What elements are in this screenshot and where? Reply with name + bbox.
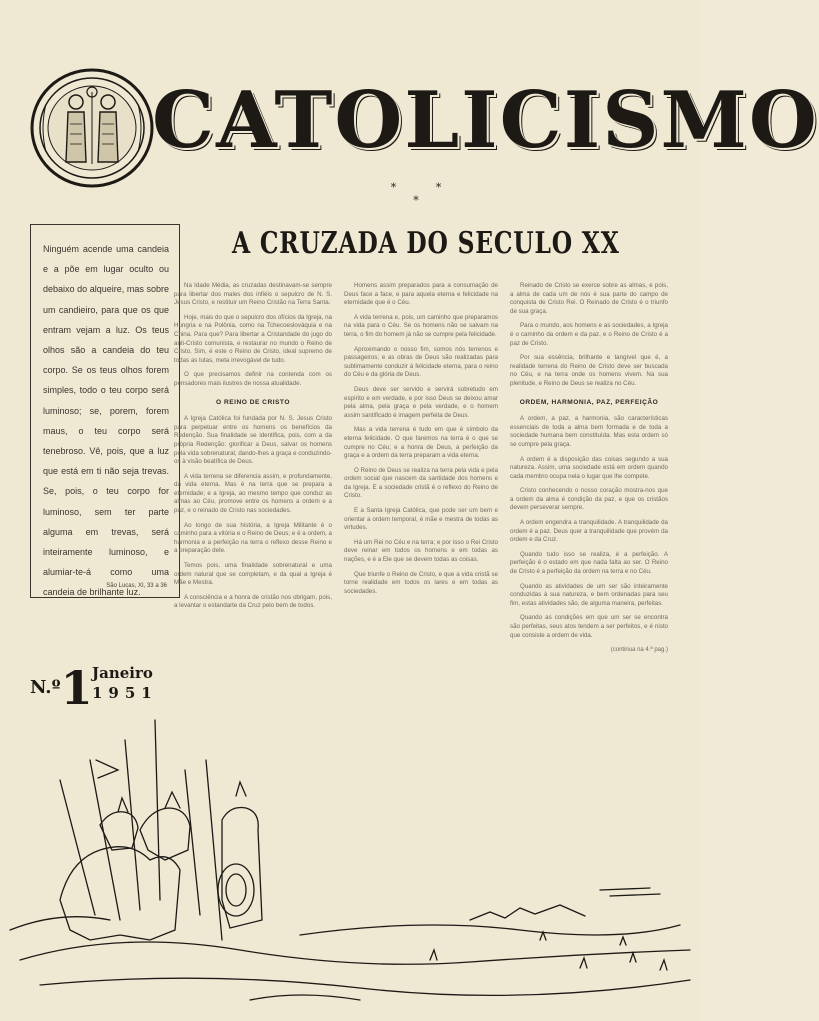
article-paragraph: O Reino de Deus se realiza na terra pela vida e pela ordem social que nascem da santidade dos homens e da Igreja. E a sociedade cristã é o reflexo do Reino de Cristo. bbox=[344, 466, 498, 500]
article-paragraph: Ao longo de sua história, a Igreja Militante é o caminho para a vitória e o Reino de Deus; e é a ordem, a harmonia e a perfeição na terra o reflexo desse Reino e a preparação dele. bbox=[174, 521, 332, 555]
article-paragraph: A vida terrena se diferencia assim, e profundamente, da vida eterna. Mas é na terra que se prepara a eternidade; e a Igreja, ao mesmo tempo que conduz as almas ao Céu, promove entre os homens a ordem e a paz, e o reinado de Cristo nas sociedades. bbox=[174, 472, 332, 515]
article-paragraph: A ordem é a disposição das coisas segundo a sua natureza. Assim, uma sociedade está em ordem quando cada membro ocupa nela o lugar que lhe compete. bbox=[510, 455, 668, 480]
issue-number-prefix: N.º bbox=[30, 677, 61, 698]
article-paragraph: Quando as atividades de um ser são inteiramente conduzidas à sua natureza, e bem ordenadas para seu fim, estas atividades são, de alguma maneira, perfeitas. bbox=[510, 582, 668, 607]
seal-emblem bbox=[26, 64, 156, 192]
continuation-note: (continua na 4.ª pag.) bbox=[610, 647, 668, 654]
issue-number-value: 1 bbox=[60, 661, 93, 715]
article-paragraph: Deus deve ser servido e servirá sobretudo em espírito e em verdade, e por isso Deus se deixou amar pela alma, pela graça e pela verdade, e o homem assim santificado é imagem perfeita de Deus. bbox=[344, 385, 498, 419]
article-paragraph: O que precisamos definir na contenda com os pensadores mais ilustres de nossa atualidade. bbox=[174, 371, 332, 387]
article-paragraph: A ordem engendra a tranquilidade. A tranquilidade da ordem é a paz. Deus quer a tranquilidade que provém da ordem e da Cruz. bbox=[510, 519, 668, 544]
main-headline: A CRUZADA DO SECULO XX bbox=[232, 226, 620, 261]
article-paragraph: Mas a vida terrena é tudo em que é símbolo da eterna felicidade. O que faremos na terra é o que se cumpre no Céu; e a honra de Deus, a perfeição da graça e a ordem da terra preparam a vida eterna. bbox=[344, 426, 498, 460]
section-heading: O REINO DE CRISTO bbox=[216, 398, 290, 406]
section-heading: ORDEM, HARMONIA, PAZ, PERFEIÇÃO bbox=[519, 398, 659, 406]
article-paragraph: Na Idade Média, as cruzadas destinavam-se sempre para libertar dos males dos infiéis o sepulcro de N. S. Jesus Cristo, e restituir um Reino Cristão na Terra Santa. bbox=[174, 282, 332, 307]
article-paragraph: Quando as condições em que um ser se encontra são perfeitas, seus atos tendem a ser perfeitos, e é nisto que consiste a ordem de vida. bbox=[510, 614, 668, 639]
masthead-stars: * * * bbox=[390, 181, 460, 207]
article-paragraph: Homens assim preparados para a consumação de Deus face a face, e para aquela eterna e felicidade na eternidade que é o Céu. bbox=[344, 282, 498, 307]
scripture-reference: São Lucas, XI, 33 a 36 bbox=[106, 583, 167, 589]
article-paragraph: Hoje, mais do que o sepulcro dos ofícios da Igreja, na Hungria e na Polônia, como na Tchecoeslováquia e na China. Para que? Para libertar a Cristandade do jugo do anti-Cristo comunista, e restaurar no mundo o Reino de Cristo. Sim, é este o Reino de Cristo, ideal supremo de todas as lutas, meta irrevogável de tudo. bbox=[174, 313, 332, 364]
article-paragraph: A Igreja Católica foi fundada por N. S. Jesus Cristo para perpetuar entre os homens os benefícios da Redenção. Sua finalidade se identifica, pois, com a da própria Redenção: glorificar a Deus, salvar os homens pela vida sobrenatural, dando-lhes a graça e conduzindo-os à visão beatífica de Deus. bbox=[174, 415, 332, 466]
masthead-title: CATOLICISMO bbox=[152, 75, 819, 166]
issue-month: Janeiro bbox=[92, 664, 153, 682]
article-paragraph: A vida terrena e, pois, um caminho que preparamos na vida para o Céu. Se os homens não se salvam na terra, o fim do homem já não se cumpre pela felicidade. bbox=[344, 313, 498, 338]
article-paragraph: Quando tudo isso se realiza, é a perfeição. A perfeição é o estado em que nada falta ao ser. O Reino de Cristo é a perfeição da ordem na terra e no Céu. bbox=[510, 550, 668, 576]
article-paragraph: E a Santa Igreja Católica, que pode ser um bem e orientar a ordem temporal, é mãe e mestra de todas as virtudes. bbox=[344, 507, 498, 532]
article-paragraph: A ordem, a paz, a harmonia, são características essenciais de toda a alma bem formada e de toda a sociedade humana bem constituída. Mas esta ordem só se cumpre pela graça. bbox=[510, 415, 668, 448]
article-paragraph: Para o mundo, aos homens e as sociedades, a Igreja é o caminho da ordem e da paz, e o Reino de Cristo é a paz de Cristo. bbox=[510, 322, 668, 347]
issue-year: 1951 bbox=[92, 684, 158, 702]
article-paragraph: Reinado de Cristo se exerce sobre as almas, e pois, a alma de cada um de nós é sua parte do campo de conquista de Cristo Rei. O Reinado de Cristo é o triunfo de sua graça. bbox=[510, 282, 668, 315]
scripture-quote-box bbox=[30, 224, 180, 598]
article-paragraph: Há um Rei no Céu e na terra; e por isso o Rei Cristo deve reinar em todos os homens e em todas as nações, e é a Ele que se devem todas as coisas. bbox=[344, 538, 498, 564]
article-paragraph: Que triunfe o Reino de Cristo, e que a vida cristã se torne realidade em todos os lares e em todas as sociedades. bbox=[344, 570, 498, 595]
article-paragraph: Temos pois, uma finalidade sobrenatural e uma ordem natural que se completam, e da qual a Igreja é Mãe e Mestra. bbox=[174, 562, 332, 587]
article-paragraph: Aproximando o nosso fim, somos nós terrenos e passageiros; e as obras de Deus são realizadas para sublimamente conduzir à felicidade eterna, para o reino do Céu e da glória de Deus. bbox=[344, 345, 498, 379]
article-paragraph: Por sua essência, brilhante e tangível que é, a realidade terrena do Reino de Cristo deve ser buscada no Céu, e na terra onde os homens vivem. Na sua plenitude, e Reino de Deus se realiza no Céu. bbox=[510, 354, 668, 387]
crusaders-illustration bbox=[0, 700, 701, 1021]
article-paragraph: Cristo conhecendo o nosso coração mostra-nos que a ordem da alma é condição da paz, e que os cristãos devem perseverar sempre. bbox=[510, 487, 668, 512]
scripture-quote-text: Ninguém acende uma candeia e a põe em lugar oculto ou debaixo do alqueire, mas sobre um candieiro, para que os que entram vejam a luz. Os teus olhos são a candeia do teu corpo. Se os teus olhos forem simples, todo o teu corpo será luminoso; se, porem, forem maus, o teu corpo será tenebroso. Vê, pois, que a luz que está em ti não seja trevas. Se, pois, o teu corpo for luminoso, sem ter parte alguma em trevas, será inteiramente luminoso, e alumiar-te-á como uma candeia de brilhante luz. bbox=[43, 244, 169, 598]
article-paragraph: A consciência e a honra de cristão nos obrigam, pois, a levantar o estandarte da Cruz pelo bem de todos. bbox=[174, 593, 332, 610]
